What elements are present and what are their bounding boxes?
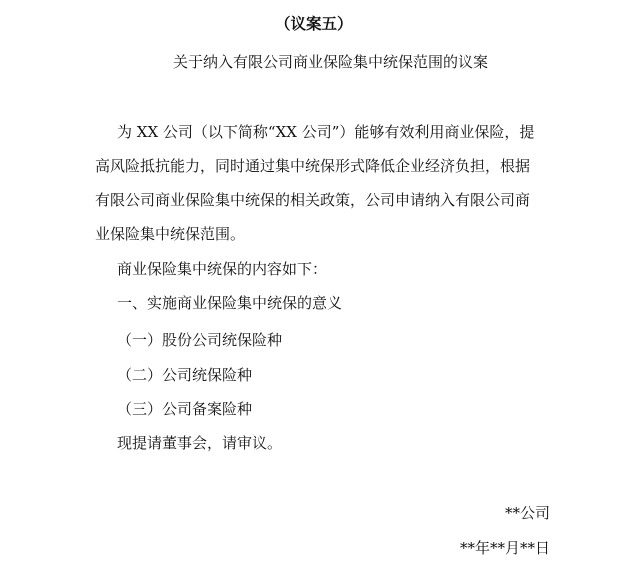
intro-line: 商业保险集中统保的内容如下： bbox=[117, 260, 328, 278]
signature-date: **年**月**日 bbox=[459, 539, 550, 557]
paragraph-line: 有限公司商业保险集中统保的相关政策，公司申请纳入有限公司商 bbox=[95, 191, 531, 209]
document-title: 关于纳入有限公司商业保险集中统保范围的议案 bbox=[173, 53, 489, 71]
paragraph-line: 高风险抵抗能力，同时通过集中统保形式降低企业经济负担，根据 bbox=[95, 157, 531, 175]
list-item: （一）股份公司统保险种 bbox=[117, 331, 283, 349]
section-heading: 一、实施商业保险集中统保的意义 bbox=[117, 294, 343, 312]
paragraph-line: 业保险集中统保范围。 bbox=[95, 225, 246, 243]
list-item: （二）公司统保险种 bbox=[117, 366, 253, 384]
paragraph-line: 为 XX 公司（以下简称“XX 公司”）能够有效利用商业保险，提 bbox=[117, 123, 535, 141]
motion-label: （议案五） bbox=[275, 14, 353, 33]
signature-company: **公司 bbox=[504, 504, 550, 522]
closing-line: 现提请董事会，请审议。 bbox=[117, 434, 283, 452]
list-item: （三）公司备案险种 bbox=[117, 400, 253, 418]
